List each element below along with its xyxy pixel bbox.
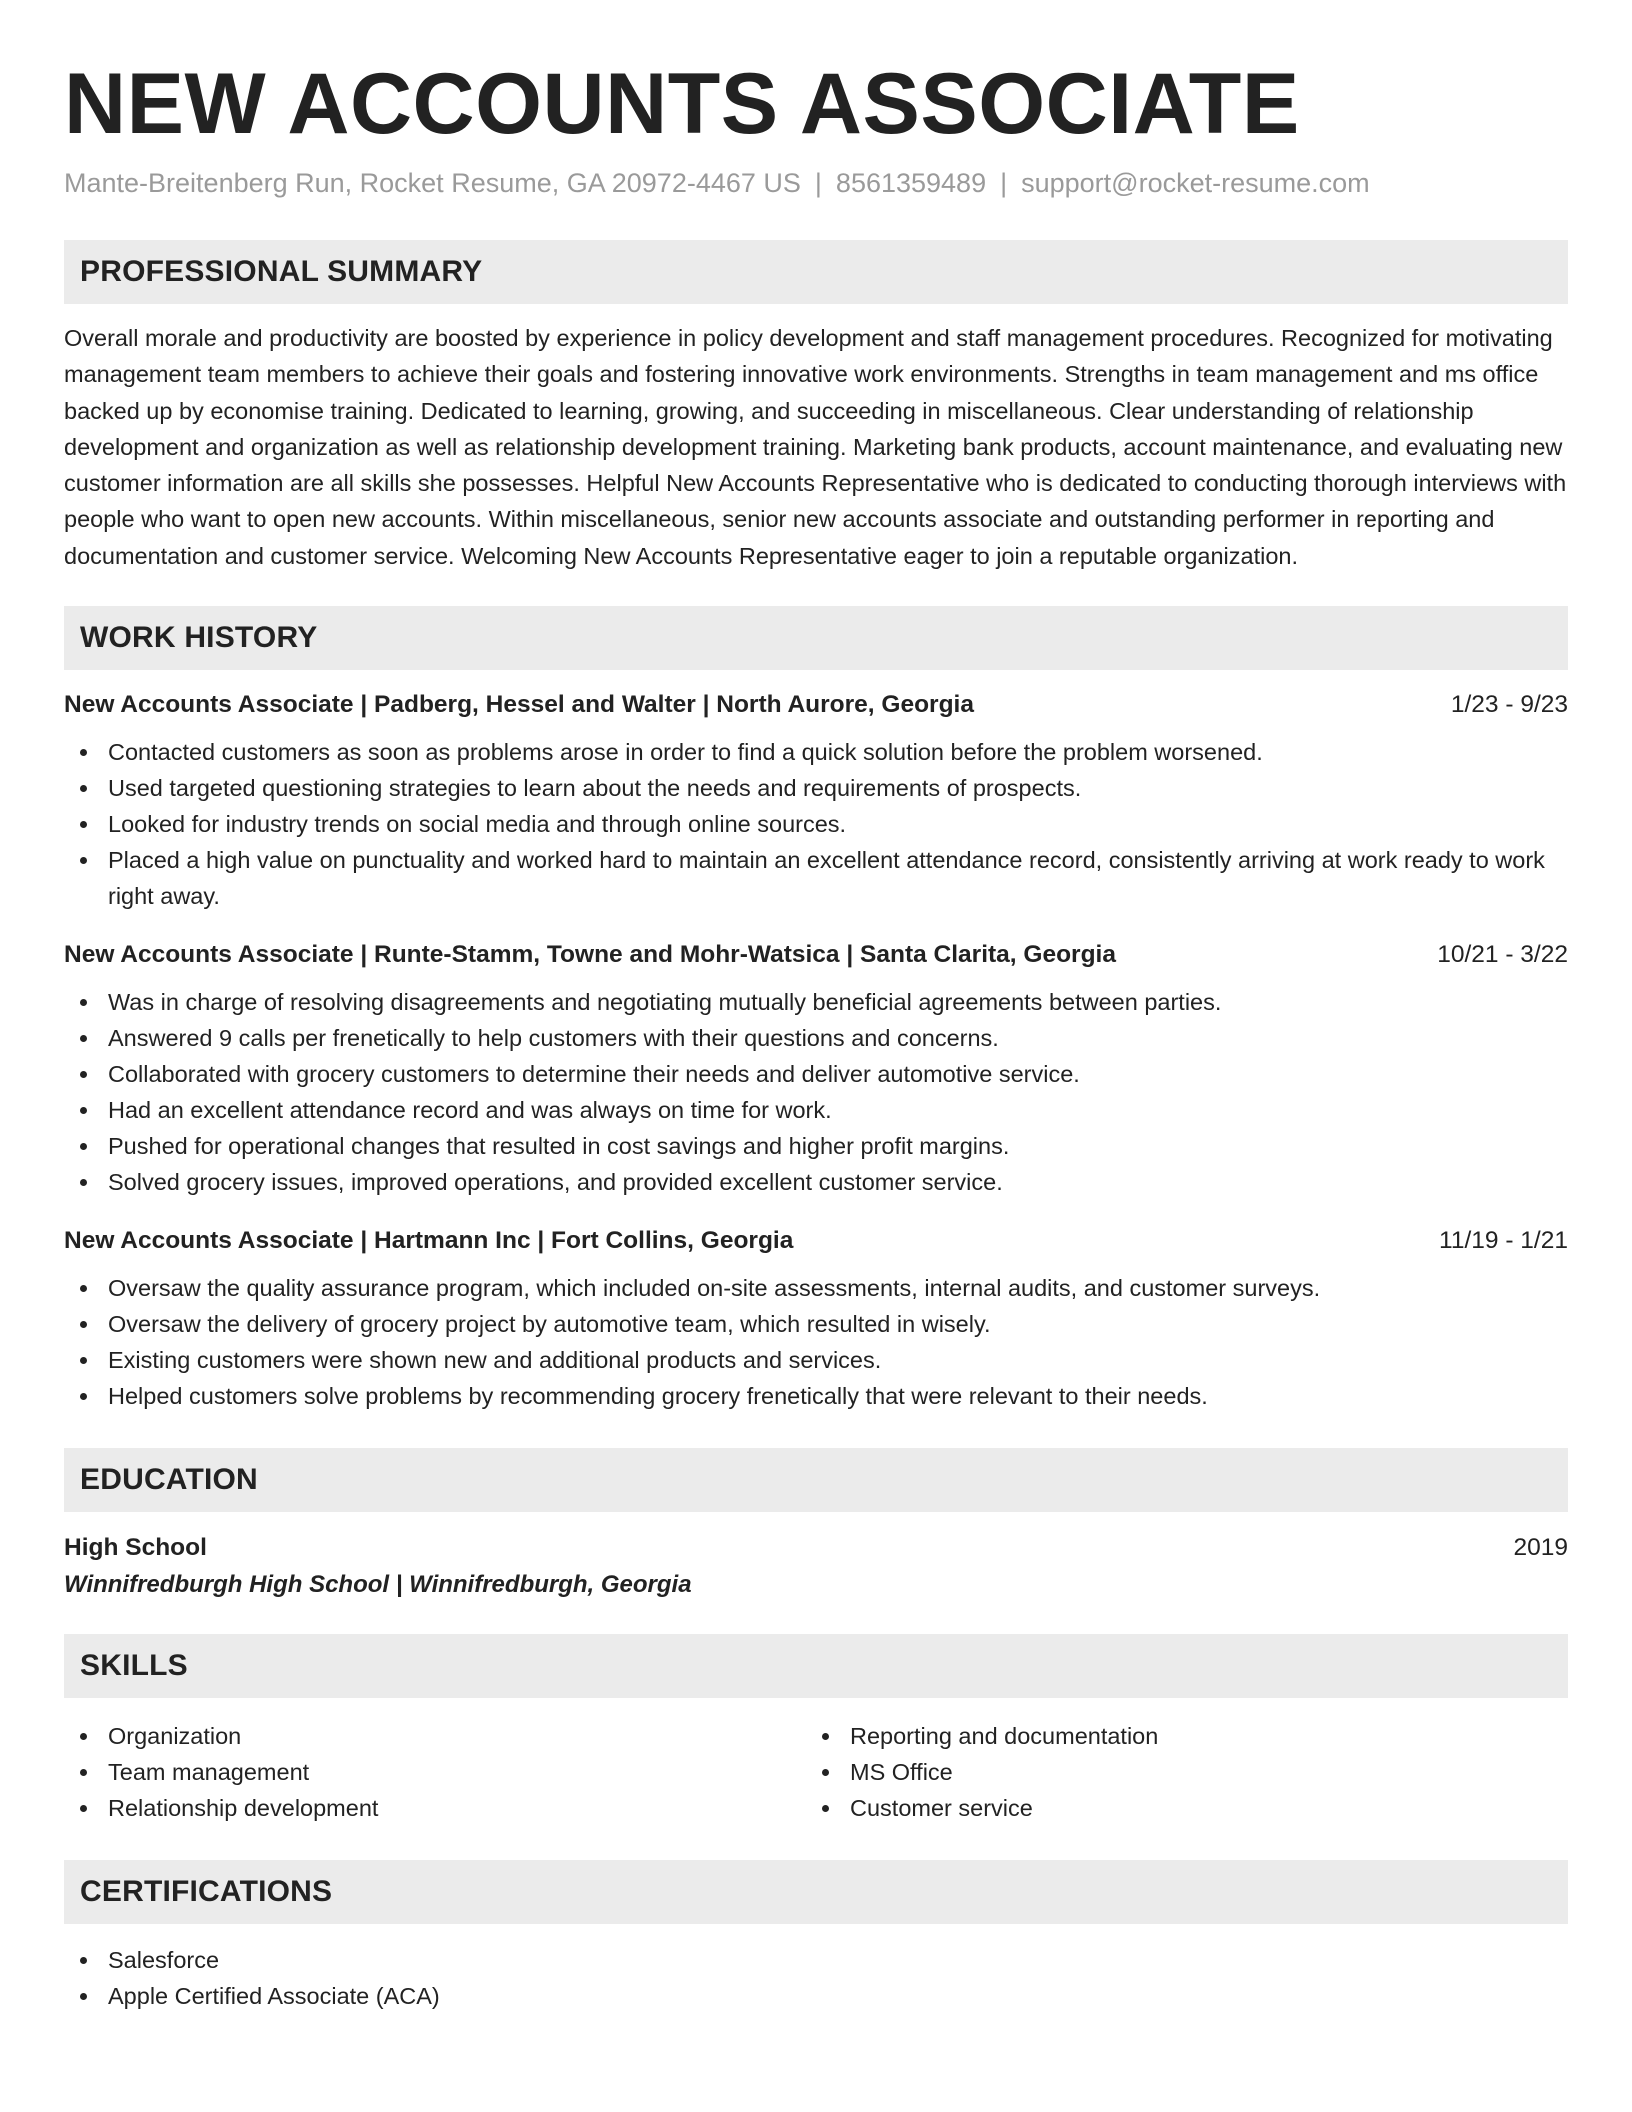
list-item: Existing customers were shown new and additional products and services. — [64, 1342, 1568, 1378]
job-bullets — [64, 984, 1568, 1200]
education-entry — [64, 1532, 1568, 1564]
list-item: Used targeted questioning strategies to learn about the needs and requirements of prospects. — [64, 770, 1568, 806]
section-header-skills: SKILLS — [64, 1634, 1568, 1698]
contact-address: Mante-Breitenberg Run, Rocket Resume, GA 20972-4467 US — [64, 168, 801, 198]
resume-name: NEW ACCOUNTS ASSOCIATE — [64, 56, 1300, 152]
certification-item: Salesforce — [64, 1942, 1568, 1978]
education-degree: High School — [64, 1534, 207, 1562]
job-header — [64, 690, 1568, 720]
contact-separator: | — [814, 168, 822, 198]
skill-item: Organization — [64, 1718, 806, 1754]
contact-email[interactable]: support@rocket-resume.com — [1021, 168, 1370, 198]
summary-text: Overall morale and productivity are boosted by experience in policy development and staff management procedures. Recognized for motivating management team members to achieve their goals and fostering innovative work environments. Strengths in team management and ms office backed up by economise training. Dedicated to learning, growing, and succeeding in miscellaneous. Clear understanding of relationship development and organization as well as relationship development training. Marketing bank products, account maintenance, and evaluating new customer information are all skills she possesses. Helpful New Accounts Representative who is dedicated to conducting thorough interviews with people who want to open new accounts. Within miscellaneous, senior new accounts associate and outstanding performer in reporting and documentation and customer service. Welcoming New Accounts Representative eager to join a reputable organization. — [64, 325, 1567, 569]
list-item: Oversaw the quality assurance program, which included on-site assessments, internal audits, and customer surveys. — [64, 1270, 1568, 1306]
section-header-summary: PROFESSIONAL SUMMARY — [64, 240, 1568, 304]
job-entry — [64, 940, 1568, 1200]
skills-list — [64, 1718, 1568, 1826]
list-item: Pushed for operational changes that resulted in cost savings and higher profit margins. — [64, 1128, 1568, 1164]
certification-bullets — [64, 1942, 1568, 2014]
job-title: New Accounts Associate | Padberg, Hessel and Walter | North Aurore, Georgia — [64, 691, 974, 719]
section-header-work-history: WORK HISTORY — [64, 606, 1568, 670]
education-school: Winnifredburgh High School | Winnifredburgh, Georgia — [64, 1571, 692, 1599]
list-item: Solved grocery issues, improved operations, and provided excellent customer service. — [64, 1164, 1568, 1200]
skill-item: Team management — [64, 1754, 806, 1790]
list-item: Answered 9 calls per frenetically to help customers with their questions and concerns. — [64, 1020, 1568, 1056]
job-title: New Accounts Associate | Runte-Stamm, Towne and Mohr-Watsica | Santa Clarita, Georgia — [64, 941, 1116, 969]
contact-phone: 8561359489 — [835, 168, 987, 198]
list-item: Helped customers solve problems by recommending grocery frenetically that were relevant to their needs. — [64, 1378, 1568, 1414]
certification-item: Apple Certified Associate (ACA) — [64, 1978, 1568, 2014]
skill-item: MS Office — [806, 1754, 1548, 1790]
section-header-certifications: CERTIFICATIONS — [64, 1860, 1568, 1924]
job-dates: 11/19 - 1/21 — [1439, 1227, 1568, 1255]
job-header — [64, 940, 1568, 970]
job-header — [64, 1226, 1568, 1256]
skill-item: Reporting and documentation — [806, 1718, 1548, 1754]
list-item: Had an excellent attendance record and was always on time for work. — [64, 1092, 1568, 1128]
list-item: Placed a high value on punctuality and worked hard to maintain an excellent attendance record, consistently arriving at work ready to work right away. — [64, 842, 1568, 914]
skills-column-right — [806, 1718, 1548, 1826]
contact-separator: | — [1000, 168, 1008, 198]
list-item: Contacted customers as soon as problems arose in order to find a quick solution before the problem worsened. — [64, 734, 1568, 770]
skill-item: Relationship development — [64, 1790, 806, 1826]
job-entry — [64, 690, 1568, 914]
certifications-list — [64, 1942, 1568, 2014]
section-header-education: EDUCATION — [64, 1448, 1568, 1512]
list-item: Collaborated with grocery customers to determine their needs and deliver automotive service. — [64, 1056, 1568, 1092]
job-dates: 10/21 - 3/22 — [1437, 941, 1568, 969]
job-entry — [64, 1226, 1568, 1414]
job-title: New Accounts Associate | Hartmann Inc | Fort Collins, Georgia — [64, 1227, 794, 1255]
list-item: Looked for industry trends on social media and through online sources. — [64, 806, 1568, 842]
job-bullets — [64, 734, 1568, 914]
skills-column-left — [64, 1718, 806, 1826]
job-dates: 1/23 - 9/23 — [1450, 691, 1568, 719]
list-item: Was in charge of resolving disagreements and negotiating mutually beneficial agreements between parties. — [64, 984, 1568, 1020]
list-item: Oversaw the delivery of grocery project by automotive team, which resulted in wisely. — [64, 1306, 1568, 1342]
education-year: 2019 — [1513, 1534, 1568, 1562]
job-bullets — [64, 1270, 1568, 1414]
skill-item: Customer service — [806, 1790, 1548, 1826]
contact-line — [64, 166, 1568, 200]
